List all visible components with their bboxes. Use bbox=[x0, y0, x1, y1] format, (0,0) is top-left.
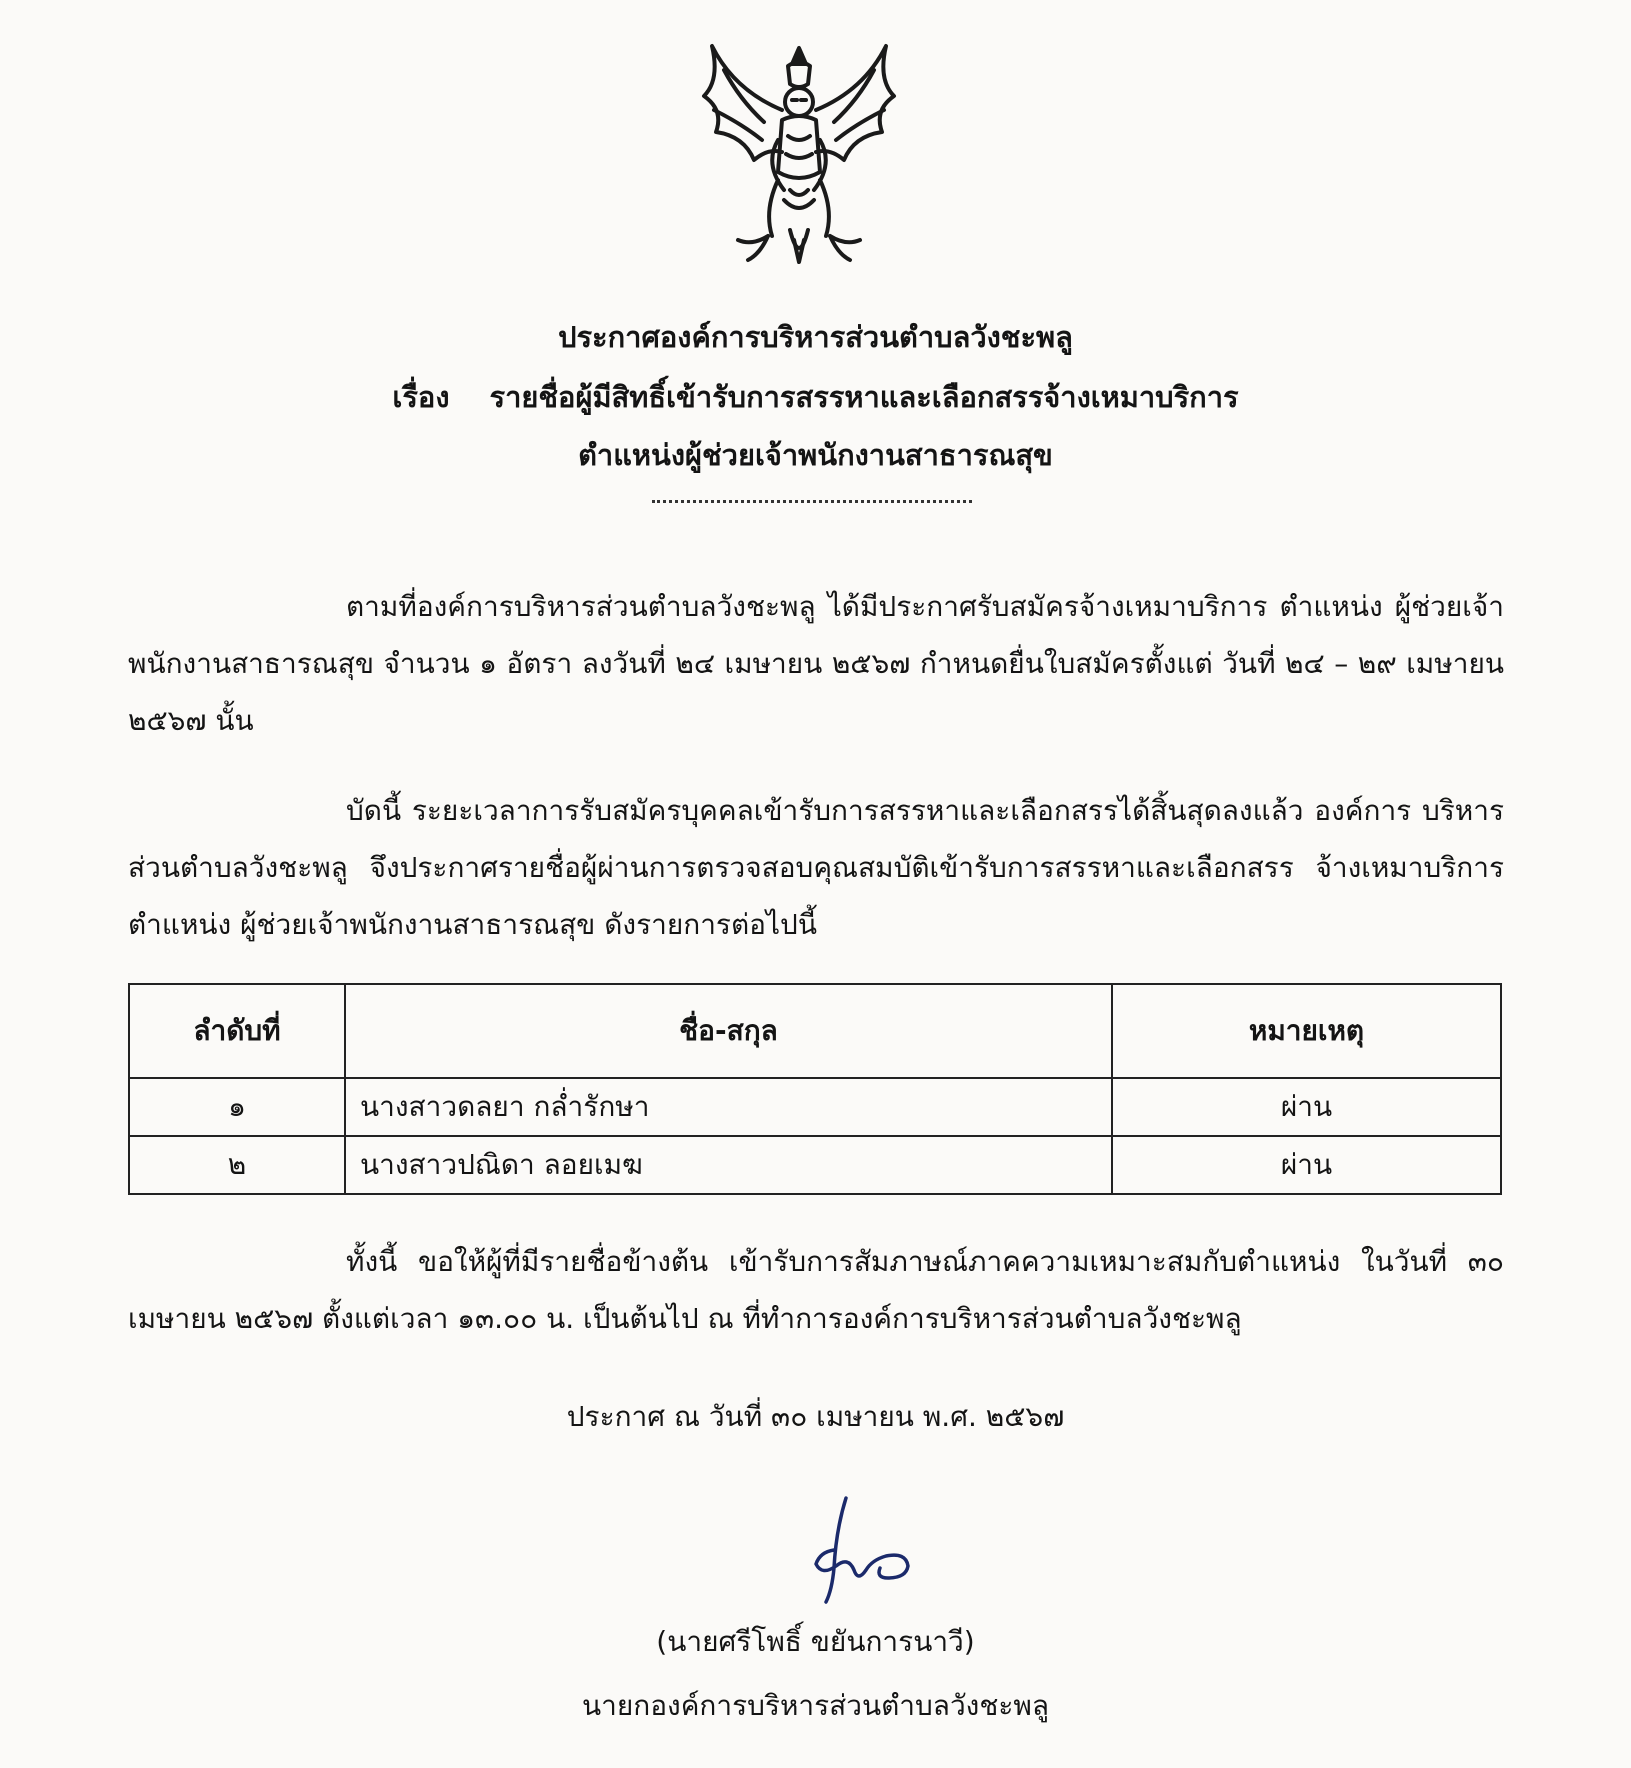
row-note: ผ่าน bbox=[1112, 1136, 1501, 1194]
header-order: ลำดับที่ bbox=[129, 984, 345, 1078]
candidate-table bbox=[128, 983, 1502, 1195]
signature-icon bbox=[796, 1490, 926, 1610]
paragraph-2 bbox=[128, 782, 1504, 953]
row-name: นางสาวดลยา กล่ำรักษา bbox=[345, 1078, 1112, 1136]
paragraph-1 bbox=[128, 578, 1504, 749]
row-number: ๑ bbox=[129, 1078, 345, 1136]
table-row bbox=[129, 1136, 1501, 1194]
signer-title: นายกองค์การบริหารส่วนตำบลวังชะพลู bbox=[581, 1689, 1050, 1722]
subject-text: รายชื่อผู้มีสิทธิ์เข้ารับการสรรหาและเลือกสรรจ้างเหมาบริการ bbox=[489, 380, 1239, 414]
paragraph-1-text: ตามที่องค์การบริหารส่วนตำบลวังชะพลู ได้มีประกาศรับสมัครจ้างเหมาบริการ ตำแหน่ง ผู้ช่วยเจ้าพนักงานสาธารณสุข จำนวน ๑ อัตรา ลงวันที่ ๒๔ เมษายน ๒๕๖๗ กำหนดยื่นใบสมัครตั้งแต่ วันที่ ๒๔ – ๒๙ เมษายน ๒๕๖๗ นั้น bbox=[128, 590, 1504, 737]
row-note: ผ่าน bbox=[1112, 1078, 1501, 1136]
dotted-divider bbox=[652, 500, 972, 503]
header-note: หมายเหตุ bbox=[1112, 984, 1501, 1078]
announcement-subject bbox=[0, 374, 1631, 420]
table-row bbox=[129, 1078, 1501, 1136]
row-name: นางสาวปณิดา ลอยเมฆ bbox=[345, 1136, 1112, 1194]
subject-label: เรื่อง bbox=[392, 380, 450, 414]
table-header-row bbox=[129, 984, 1501, 1078]
paragraph-3-text: ทั้งนี้ ขอให้ผู้ที่มีรายชื่อข้างต้น เข้ารับการสัมภาษณ์ภาคความเหมาะสมกับตำแหน่ง ในวันที่ ๓๐ เมษายน ๒๕๖๗ ตั้งแต่เวลา ๑๓.๐๐ น. เป็นต้นไป ณ ที่ทำการองค์การบริหารส่วนตำบลวังชะพลู bbox=[128, 1245, 1504, 1335]
position-title: ตำแหน่งผู้ช่วยเจ้าพนักงานสาธารณสุข bbox=[578, 438, 1053, 472]
announcement-date: ประกาศ ณ วันที่ ๓๐ เมษายน พ.ศ. ๒๕๖๗ bbox=[566, 1400, 1065, 1433]
paragraph-2-text: บัดนี้ ระยะเวลาการรับสมัครบุคคลเข้ารับการสรรหาและเลือกสรรได้สิ้นสุดลงแล้ว องค์การ บริหารส่วนตำบลวังชะพลู จึงประกาศรายชื่อผู้ผ่านการตรวจสอบคุณสมบัติเข้ารับการสรรหาและเลือกสรร จ้างเหมาบริการ ตำแหน่ง ผู้ช่วยเจ้าพนักงานสาธารณสุข ดังรายการต่อไปนี้ bbox=[128, 794, 1504, 941]
row-number: ๒ bbox=[129, 1136, 345, 1194]
signer-name: (นายศรีโพธิ์ ขยันการนาวี) bbox=[656, 1625, 975, 1658]
garuda-emblem-icon bbox=[694, 40, 904, 270]
paragraph-3 bbox=[128, 1233, 1504, 1347]
announcement-title: ประกาศองค์การบริหารส่วนตำบลวังชะพลู bbox=[558, 320, 1073, 354]
header-name: ชื่อ-สกุล bbox=[345, 984, 1112, 1078]
